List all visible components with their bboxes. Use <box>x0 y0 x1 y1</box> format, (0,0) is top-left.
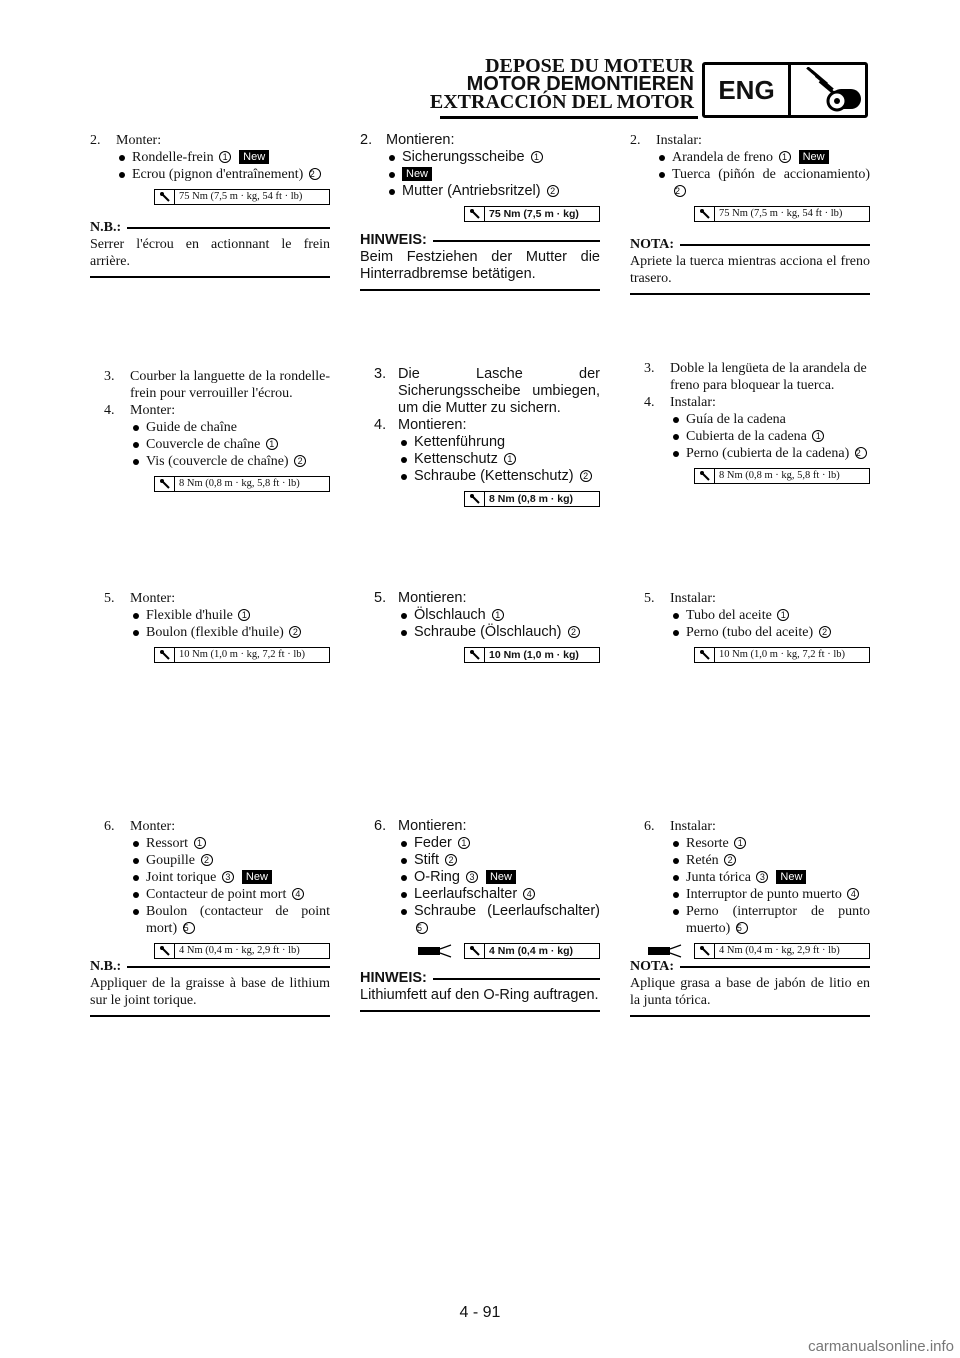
torque-spec: 75 Nm (7,5 m · kg, 54 ft · lb) <box>694 206 870 222</box>
fr-note-1: N.B.: Serrer l'écrou en actionnant le frein arrière. <box>90 219 330 278</box>
fr-step-6: 6. Monter: Ressort 1 Goupille 2 Joint torique 3 New Contacteur de point mort 4 Boulon (contacteur de point mort) 5 4 Nm (0,4 m · kg, 2,9 ft · lb) <box>104 818 330 959</box>
de-note-1: HINWEIS: Beim Festziehen der Mutter die Hinterradbremse betätigen. <box>360 232 600 291</box>
column-german-d <box>374 818 600 959</box>
list-item: Boulon (flexible d'huile) 2 <box>130 624 330 641</box>
list-item: Stift 2 <box>398 852 600 869</box>
list-item: Guide de chaîne <box>130 419 330 436</box>
torque-wrench-icon <box>465 492 485 506</box>
es-step-2: 2. Instalar: Arandela de freno 1 New Tuerca (piñón de accionamiento) 2 75 Nm (7,5 m · kg, 54 ft · lb) <box>630 132 870 222</box>
engine-icon <box>797 67 867 120</box>
column-spanish-b <box>644 360 870 484</box>
list-item: Couvercle de chaîne 1 <box>130 436 330 453</box>
list-item: Schraube (Leerlaufschalter) 5 <box>398 903 600 937</box>
fr-step-4: 4. Monter: Guide de chaîne Couvercle de chaîne 1 Vis (couvercle de chaîne) 2 8 Nm (0,8 m · kg, 5,8 ft · lb) <box>104 402 330 492</box>
list-item: Interruptor de punto muerto 4 <box>670 886 870 903</box>
list-item: O-Ring 3 New <box>398 869 600 886</box>
list-item: Contacteur de point mort 4 <box>130 886 330 903</box>
de-step-5: 5. Montieren: Ölschlauch 1 Schraube (Ölschlauch) 2 10 Nm (1,0 m · kg) <box>374 590 600 663</box>
list-item: Cubierta de la cadena 1 <box>670 428 870 445</box>
list-item: Feder 1 <box>398 835 600 852</box>
list-item: Ressort 1 <box>130 835 330 852</box>
column-german-b <box>374 366 600 507</box>
es-step-6: 6. Instalar: Resorte 1 Retén 2 Junta tórica 3 New Interruptor de punto muerto 4 Perno (interruptor de punto muerto) 5 4 Nm (0,4 m · kg, 2,9 ft · lb) <box>644 818 870 959</box>
torque-spec: 10 Nm (1,0 m · kg) <box>464 647 600 663</box>
list-item: Kettenschutz 1 <box>398 451 600 468</box>
es-step-4: 4. Instalar: Guía de la cadena Cubierta de la cadena 1 Perno (cubierta de la cadena) 2 8 Nm (0,8 m · kg, 5,8 ft · lb) <box>644 394 870 484</box>
torque-wrench-icon <box>155 190 175 204</box>
list-item: Retén 2 <box>670 852 870 869</box>
list-item: Sicherungsscheibe 1 <box>386 149 600 166</box>
column-french <box>90 132 330 278</box>
list-item: Flexible d'huile 1 <box>130 607 330 624</box>
es-note-2: NOTA: Aplique grasa a base de jabón de litio en la junta tórica. <box>630 958 870 1017</box>
column-german-c <box>374 590 600 663</box>
torque-wrench-icon <box>465 648 485 662</box>
list-item: Schraube (Ölschlauch) 2 <box>398 624 600 641</box>
fr-note-2: N.B.: Appliquer de la graisse à base de lithium sur le joint torique. <box>90 958 330 1017</box>
list-item: Rondelle-frein 1 New <box>116 149 330 166</box>
list-item: Junta tórica 3 New <box>670 869 870 886</box>
list-item: Perno (interruptor de punto muerto) 5 <box>670 903 870 937</box>
torque-wrench-icon <box>155 944 175 958</box>
torque-spec: 4 Nm (0,4 m · kg) <box>464 943 600 959</box>
torque-wrench-icon <box>155 477 175 491</box>
fr-step-2: 2. Monter: Rondelle-frein 1 New Ecrou (pignon d'entraînement) 2 75 Nm (7,5 m · kg, 54 ft · lb) <box>90 132 330 205</box>
torque-wrench-icon <box>465 944 485 958</box>
list-item: Perno (cubierta de la cadena) 2 <box>670 445 870 462</box>
column-french-d <box>104 818 330 959</box>
new-part-badge: New <box>486 870 516 884</box>
title-german: MOTOR DEMONTIEREN <box>466 73 694 95</box>
header-rule <box>440 116 698 119</box>
list-item: Joint torique 3 New <box>130 869 330 886</box>
list-item: Tuerca (piñón de accionamiento) 2 <box>656 166 870 200</box>
page-header <box>400 54 870 120</box>
column-spanish-d <box>644 818 870 959</box>
fr-step-3: 3. Courber la languette de la rondelle-frein pour verrouiller l'écrou. <box>104 369 330 401</box>
torque-wrench-icon <box>155 648 175 662</box>
list-item: Mutter (Antriebsritzel) 2 <box>386 183 600 200</box>
column-spanish <box>630 132 870 295</box>
torque-spec: 10 Nm (1,0 m · kg, 7,2 ft · lb) <box>154 647 330 663</box>
de-step-4: 4. Montieren: Kettenführung Kettenschutz 1 Schraube (Kettenschutz) 2 8 Nm (0,8 m · kg) <box>374 417 600 507</box>
section-tab-label: ENG <box>705 65 791 115</box>
list-item: Tubo del aceite 1 <box>670 607 870 624</box>
torque-spec: 8 Nm (0,8 m · kg) <box>464 491 600 507</box>
column-french-c <box>104 590 330 663</box>
new-part-badge: New <box>242 870 272 884</box>
torque-wrench-icon <box>695 648 715 662</box>
new-part-badge: New <box>239 150 269 164</box>
grease-icon <box>417 944 457 963</box>
list-item: Schraube (Kettenschutz) 2 <box>398 468 600 485</box>
list-item: Leerlaufschalter 4 <box>398 886 600 903</box>
title-spanish: EXTRACCIÓN DEL MOTOR <box>429 91 694 113</box>
new-part-badge: New <box>799 150 829 164</box>
torque-spec: 8 Nm (0,8 m · kg, 5,8 ft · lb) <box>694 468 870 484</box>
list-item: Vis (couvercle de chaîne) 2 <box>130 453 330 470</box>
new-part-badge: New <box>402 167 432 181</box>
list-item <box>386 166 600 183</box>
list-item: Guía de la cadena <box>670 411 870 428</box>
de-step-2: 2. Montieren: Sicherungsscheibe 1 New Mutter (Antriebsritzel) 2 75 Nm (7,5 m · kg) <box>360 132 600 222</box>
fr-step-5: 5. Monter: Flexible d'huile 1 Boulon (flexible d'huile) 2 10 Nm (1,0 m · kg, 7,2 ft · lb) <box>104 590 330 663</box>
de-step-3: 3. Die Lasche der Sicherungsscheibe umbiegen, um die Mutter zu sichern. <box>374 366 600 416</box>
de-step-6: 6. Montieren: Feder 1 Stift 2 O-Ring 3 New Leerlaufschalter 4 Schraube (Leerlaufschalter) 5 4 Nm (0,4 m · kg) <box>374 818 600 959</box>
torque-spec: 8 Nm (0,8 m · kg, 5,8 ft · lb) <box>154 476 330 492</box>
torque-spec: 4 Nm (0,4 m · kg, 2,9 ft · lb) <box>154 943 330 959</box>
column-spanish-c <box>644 590 870 663</box>
title-french: DEPOSE DU MOTEUR <box>485 55 694 77</box>
page-number: 4 - 91 <box>459 1304 501 1321</box>
list-item: Resorte 1 <box>670 835 870 852</box>
watermark: carmanualsonline.info <box>808 1338 954 1355</box>
torque-spec: 4 Nm (0,4 m · kg, 2,9 ft · lb) <box>694 943 870 959</box>
torque-wrench-icon <box>695 944 715 958</box>
es-note-1: NOTA: Apriete la tuerca mientras acciona el freno trasero. <box>630 236 870 295</box>
list-item: Kettenführung <box>398 434 600 451</box>
torque-spec: 10 Nm (1,0 m · kg, 7,2 ft · lb) <box>694 647 870 663</box>
torque-wrench-icon <box>695 207 715 221</box>
list-item: Perno (tubo del aceite) 2 <box>670 624 870 641</box>
column-french-b <box>104 368 330 492</box>
list-item: Goupille 2 <box>130 852 330 869</box>
list-item: Ölschlauch 1 <box>398 607 600 624</box>
torque-spec: 75 Nm (7,5 m · kg) <box>464 206 600 222</box>
list-item: Boulon (contacteur de point mort) 5 <box>130 903 330 937</box>
es-step-3: 3. Doble la lengüeta de la arandela de freno para bloquear la tuerca. <box>644 361 867 393</box>
torque-wrench-icon <box>695 469 715 483</box>
new-part-badge: New <box>776 870 806 884</box>
section-tab <box>702 62 868 118</box>
column-german <box>360 132 600 291</box>
list-item: Arandela de freno 1 New <box>656 149 870 166</box>
list-item: Ecrou (pignon d'entraînement) 2 <box>116 166 330 183</box>
torque-wrench-icon <box>465 207 485 221</box>
torque-spec: 75 Nm (7,5 m · kg, 54 ft · lb) <box>154 189 330 205</box>
grease-icon <box>0 944 5 963</box>
de-note-2: HINWEIS: Lithiumfett auf den O-Ring auftragen. <box>360 970 600 1012</box>
es-step-5: 5. Instalar: Tubo del aceite 1 Perno (tubo del aceite) 2 10 Nm (1,0 m · kg, 7,2 ft · lb) <box>644 590 870 663</box>
